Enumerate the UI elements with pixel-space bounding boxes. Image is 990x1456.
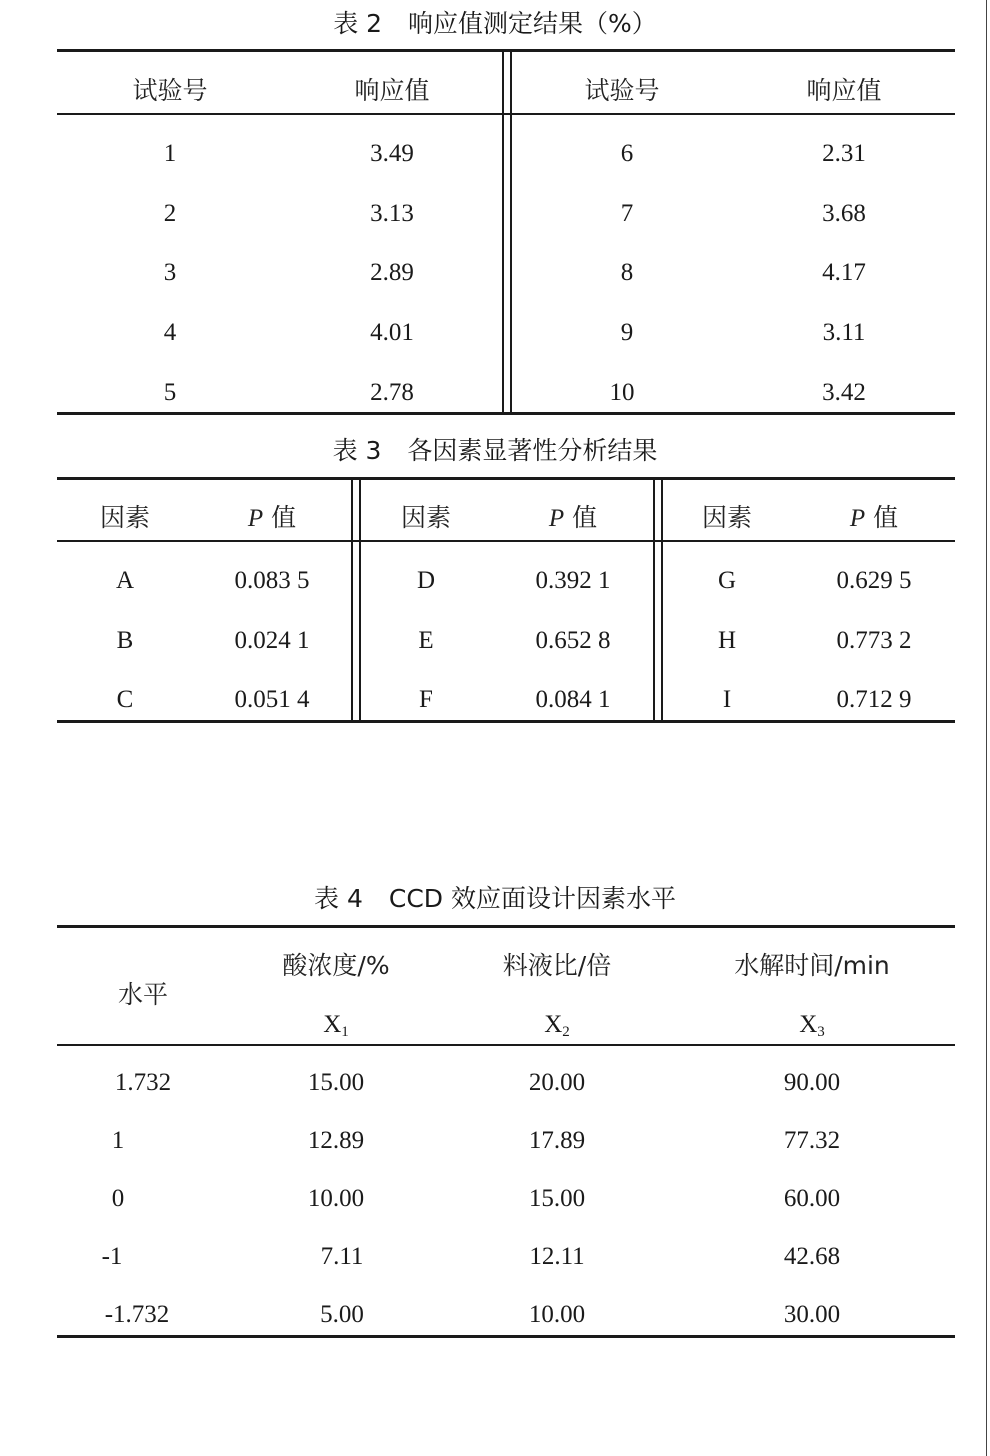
table3-caption-text: 各因素显著性分析结果 [407,436,658,465]
table2-cell: 2 [163,200,177,227]
table3-cell: 0.652 8 [535,627,611,654]
table4-cell: 5.00 [320,1301,364,1328]
table3-cell: 0.712 9 [836,686,912,713]
table3-bottom-rule [57,720,955,723]
table2-cell: 6 [620,140,634,167]
table4-cell: 10.00 [307,1185,365,1212]
table4-cell: -1 [101,1243,123,1270]
table3-cell: F [419,686,433,713]
table3-cell: 0.083 5 [234,567,310,594]
p-symbol: P [849,505,866,532]
table4-cell: 77.32 [783,1127,841,1154]
table2-cell: 2.31 [822,140,866,167]
table3-cell: E [418,627,434,654]
table4-cell: 17.89 [528,1127,586,1154]
table3-caption-number: 表 3 [332,436,382,465]
table4-header-x2 [507,1010,607,1047]
table2-cell: 4 [163,319,177,346]
table2-cell: 3.42 [822,379,866,406]
table3-cell: 0.024 1 [234,627,310,654]
table2-header-response-2: 响应值 [806,76,882,105]
table2-caption-number: 表 2 [333,9,383,38]
table3-column-divider-2 [653,480,663,720]
table3-header-pvalue [212,503,332,534]
table4-cell: 42.68 [783,1243,841,1270]
table4-cell: 12.11 [529,1243,585,1270]
var-letter: X [799,1011,818,1038]
var-letter: X [323,1011,342,1038]
table3-top-rule [57,477,955,480]
table2-column-divider [502,52,512,412]
table2-cell: 3.13 [370,200,414,227]
table3-cell: A [115,567,135,594]
p-symbol: P [548,505,565,532]
table2-caption-text: 响应值测定结果（%） [408,9,657,38]
table3-cell: I [722,686,732,713]
table2-cell: 5 [163,379,177,406]
var-letter: X [544,1011,563,1038]
table3-cell: 0.392 1 [535,567,611,594]
table2-header-trial-2: 试验号 [584,76,660,105]
table2-cell: 2.78 [370,379,414,406]
table4-bottom-rule [57,1335,955,1338]
table4-cell: 1.732 [114,1069,172,1096]
table2-cell: 3.49 [370,140,414,167]
table3-header-rule [57,540,955,542]
table3-cell: H [717,627,737,654]
table4-cell: 0 [111,1185,125,1212]
table4-header-liquid-ratio: 料液比/倍 [502,951,612,980]
table3-cell: G [717,567,737,594]
table3-cell: D [416,567,436,594]
table2-cell: 3.11 [822,319,866,346]
table4-caption-text: CCD 效应面设计因素水平 [388,884,676,913]
table2-bottom-rule [57,412,955,415]
var-subscript: 1 [341,1024,349,1040]
table2-cell: 9 [620,319,634,346]
p-word: 值 [572,503,598,532]
table2-cell: 4.01 [370,319,414,346]
table4-header-acid-concentration: 酸浓度/% [282,951,390,980]
table3-cell: C [116,686,134,713]
table4-cell: 10.00 [528,1301,586,1328]
var-subscript: 2 [562,1024,570,1040]
table4-header-hydrolysis-time: 水解时间/min [734,951,890,980]
table2-caption [0,4,990,40]
table2-cell: 8 [620,259,634,286]
table2-cell: 1 [163,140,177,167]
table3-header-pvalue [814,503,934,534]
table4-cell: -1.732 [104,1301,170,1328]
table3-cell: B [116,627,134,654]
table3-cell: 0.773 2 [836,627,912,654]
table3-cell: 0.084 1 [535,686,611,713]
table2-cell: 2.89 [370,259,414,286]
table4-cell: 1 [111,1127,125,1154]
p-word: 值 [271,503,297,532]
table4-header-x3 [762,1010,862,1047]
table3-cell: 0.629 5 [836,567,912,594]
table3-cell: 0.051 4 [234,686,310,713]
table4-cell: 12.89 [307,1127,365,1154]
table4-cell: 15.00 [307,1069,365,1096]
p-word: 值 [873,503,899,532]
table4-cell: 15.00 [528,1185,586,1212]
table4-caption-number: 表 4 [314,884,363,913]
table3-header-pvalue [513,503,633,534]
table3-caption [0,431,990,467]
table4-cell: 30.00 [783,1301,841,1328]
table2-header-response: 响应值 [354,76,430,105]
var-subscript: 3 [817,1024,825,1040]
table4-cell: 90.00 [783,1069,841,1096]
table4-caption [0,879,990,915]
table3-column-divider-1 [351,480,361,720]
table2-cell: 7 [620,200,634,227]
table2-header-trial: 试验号 [132,76,208,105]
table4-cell: 7.11 [320,1243,364,1270]
table4-top-rule [57,925,955,928]
table4-cell: 20.00 [528,1069,586,1096]
table2-cell: 10 [609,379,635,406]
table4-cell: 60.00 [783,1185,841,1212]
table3-header-factor: 因素 [701,503,752,532]
table2-cell: 3.68 [822,200,866,227]
table3-header-factor: 因素 [99,503,150,532]
table3-header-factor: 因素 [400,503,451,532]
table4-header-level: 水平 [117,980,168,1009]
table2-cell: 3 [163,259,177,286]
page-edge-line [986,0,987,1456]
p-symbol: P [247,505,264,532]
table2-cell: 4.17 [822,259,866,286]
table4-header-x1 [286,1010,386,1047]
